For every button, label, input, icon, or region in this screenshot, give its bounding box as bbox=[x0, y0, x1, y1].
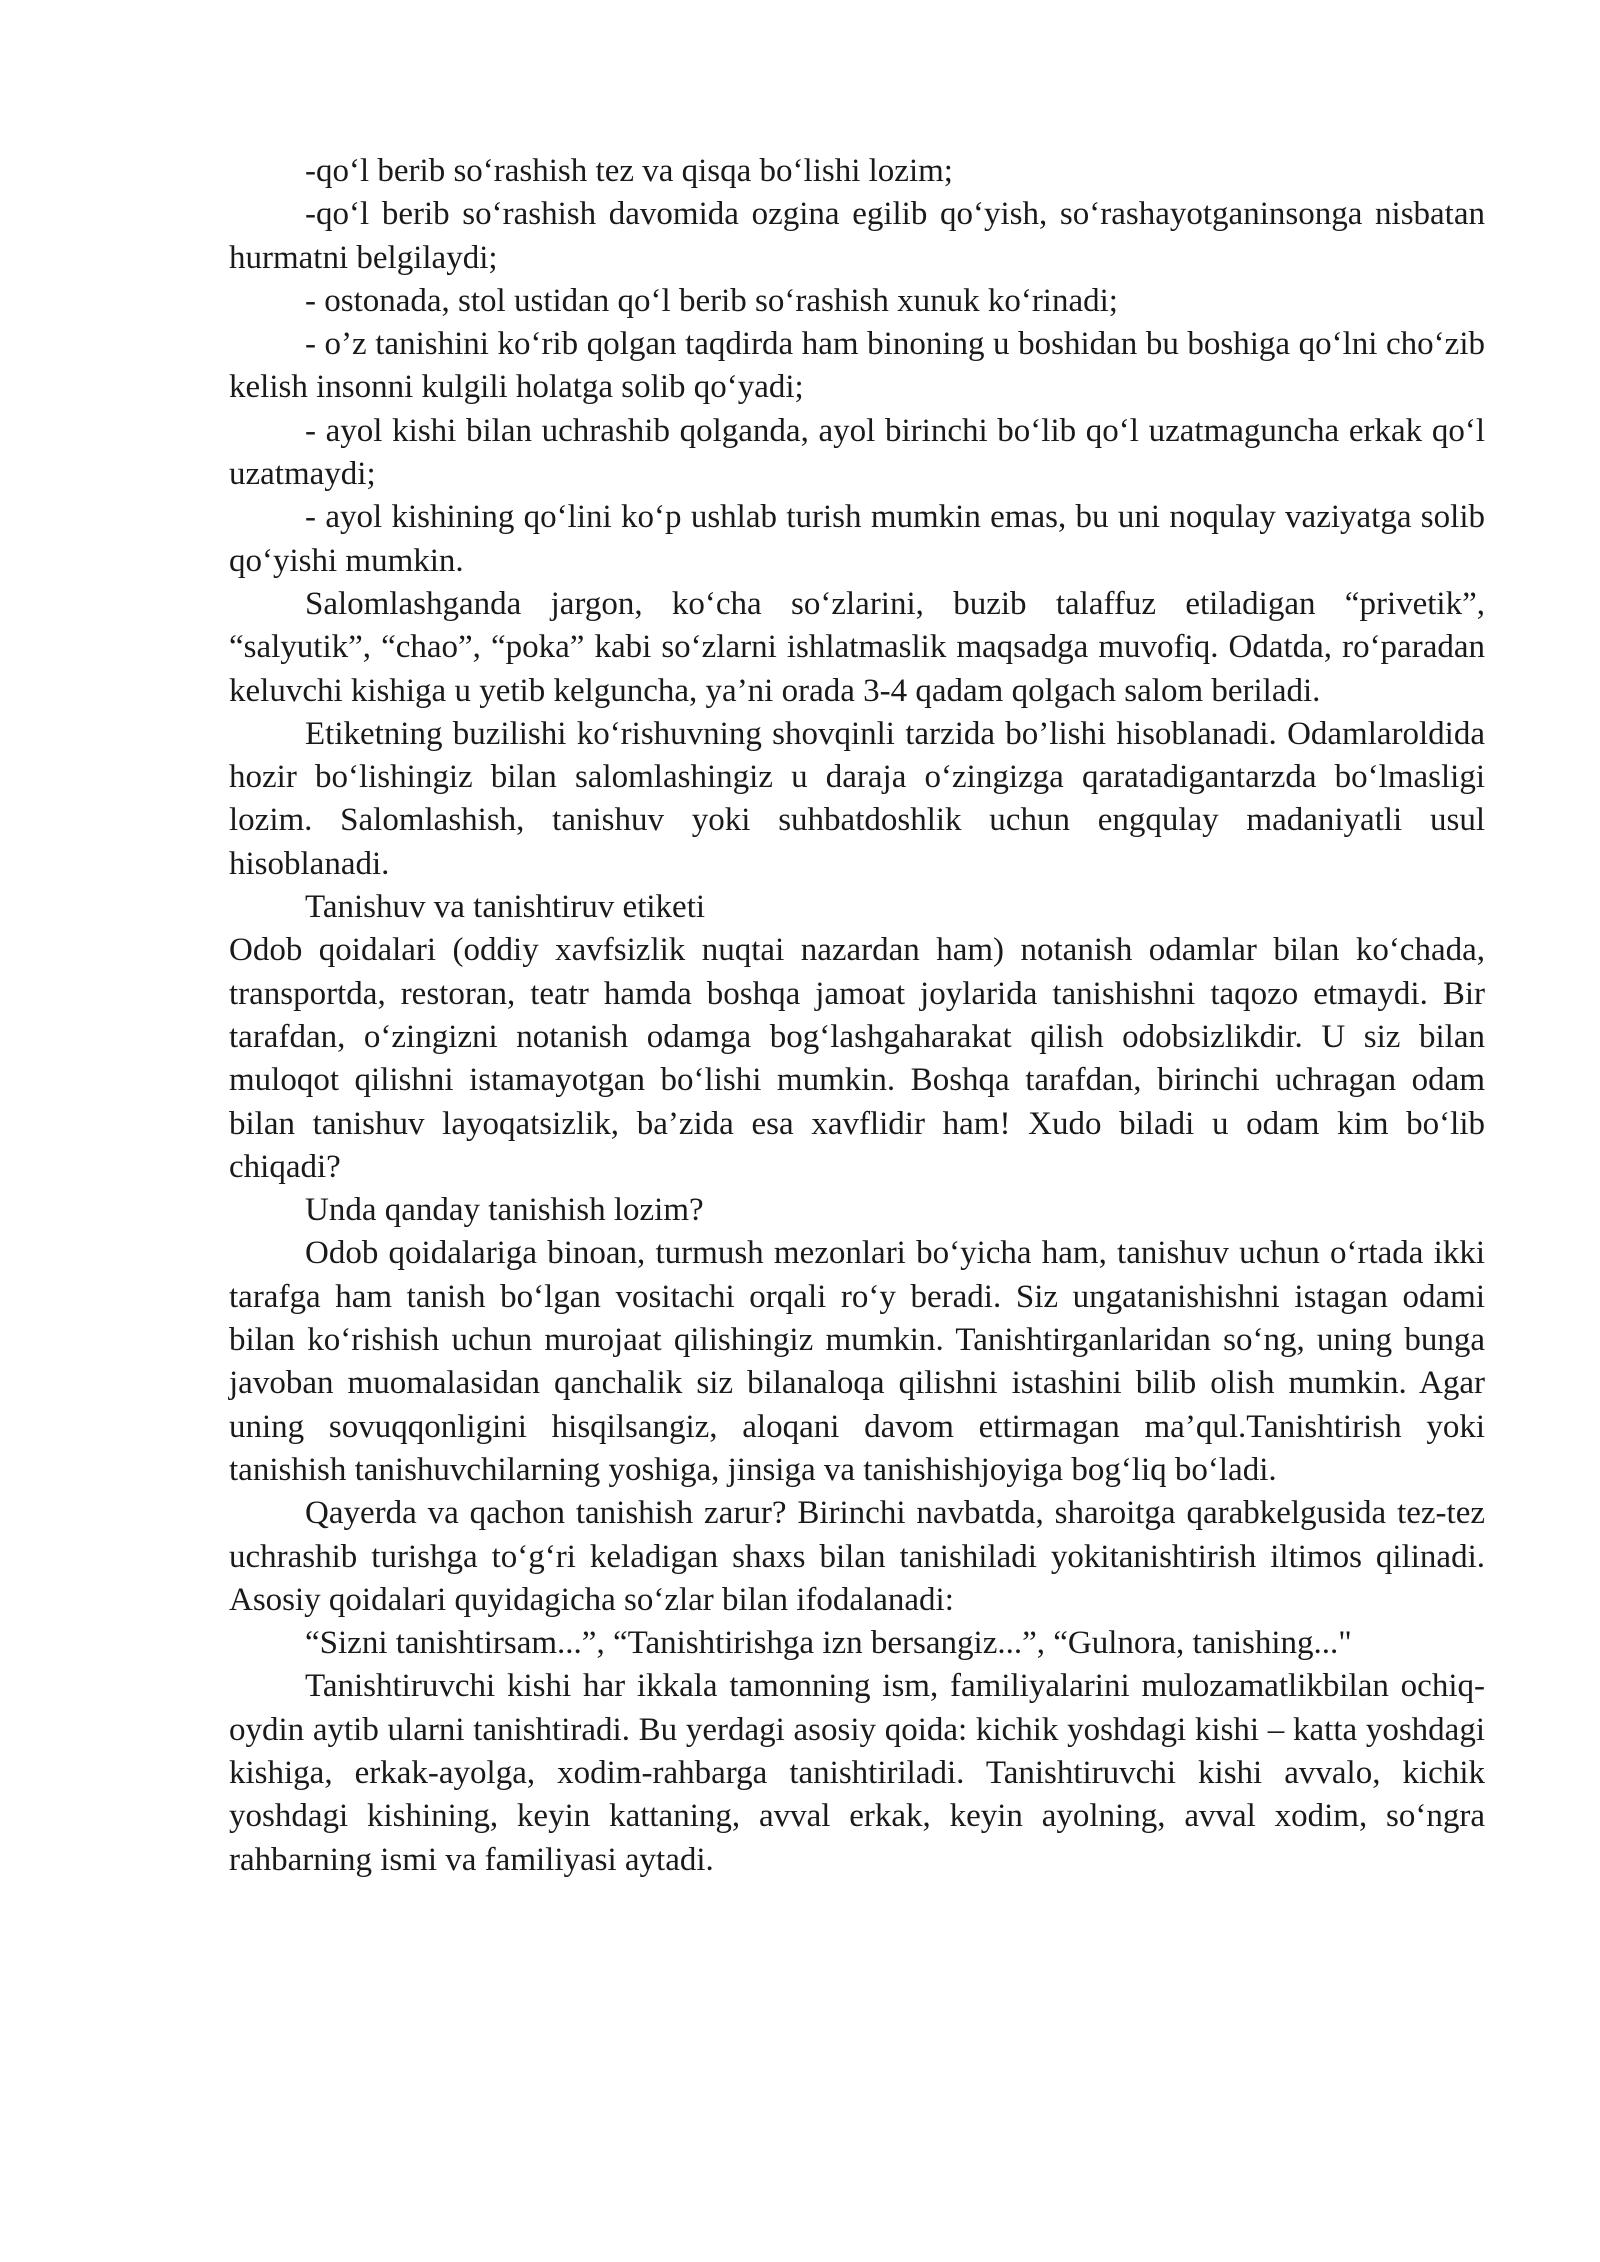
paragraph: -qo‘l berib so‘rashish davomida ozgina egilib qo‘yish, so‘rashayotganinsonga nisbatan hurmatni belgilaydi; bbox=[229, 196, 1485, 276]
section-heading: Tanishuv va tanishtiruv etiketi bbox=[305, 889, 706, 926]
paragraph: - ayol kishining qo‘lini ko‘p ushlab turish mumkin emas, bu uni noqulay vaziyatga solib qo‘yishi mumkin. bbox=[229, 499, 1485, 579]
document-page bbox=[229, 150, 1485, 1882]
paragraph: -qo‘l berib so‘rashish tez va qisqa bo‘lishi lozim; bbox=[305, 153, 953, 189]
paragraph: Etiketning buzilishi ko‘rishuvning shovqinli tarzida bo’lishi hisoblanadi. Odamlaroldida hozir bo‘lishingiz bilan salomlashingiz u daraja o‘zingizga qaratadigantarzda bo‘lmasligi lozim. Salomlashish, tanishuv yoki suhbatdoshlik uchun engqulay madaniyatli usul hisoblanadi. bbox=[229, 715, 1485, 882]
paragraph: Tanishtiruvchi kishi har ikkala tamonning ism, familiyalarini mulozamatlikbilan ochiq-oydin aytib ularni tanishtiradi. Bu yerdagi asosiy qoida: kichik yoshdagi kishi – katta yoshdagi kishiga, erkak-ayolga, xodim-rahbarga tanishtiriladi. Tanishtiruvchi kishi avvalo, kichik yoshdagi kishining, keyin kattaning, avval erkak, keyin ayolning, avval xodim, so‘ngra rahbarning ismi va familiyasi aytadi. bbox=[229, 1668, 1485, 1878]
paragraph: “Sizni tanishtirsam...”, “Tanishtirishga izn bersangiz...”, “Gulnora, tanishing..." bbox=[305, 1625, 1352, 1662]
paragraph: - ostonada, stol ustidan qo‘l berib so‘rashish xunuk ko‘rinadi; bbox=[305, 282, 1118, 319]
paragraph: - o’z tanishini ko‘rib qolgan taqdirda ham binoning u boshidan bu boshiga qo‘lni cho‘zib kelish insonni kulgili holatga solib qo‘yadi; bbox=[229, 326, 1485, 406]
paragraph: - ayol kishi bilan uchrashib qolganda, ayol birinchi bo‘lib qo‘l uzatmaguncha erkak qo‘l uzatmaydi; bbox=[229, 412, 1485, 493]
paragraph: Odob qoidalariga binoan, turmush mezonlari bo‘yicha ham, tanishuv uchun o‘rtada ikki tarafga ham tanish bo‘lgan vositachi orqali ro‘y beradi. Siz ungatanishishni istagan odami bilan ko‘rishish uchun murojaat qilishingiz mumkin. Tanishtirganlaridan so‘ng, uning bunga javoban muomalasidan qanchalik siz bilanaloqa qilishni istashini bilib olish mumkin. Agar uning sovuqqonligini hisqilsangiz, aloqani davom ettirmagan ma’qul.Tanishtirish yoki tanishish tanishuvchilarning yoshiga, jinsiga va tanishishjoyiga bog‘liq bo‘ladi. bbox=[229, 1235, 1485, 1488]
paragraph: Salomlashganda jargon, ko‘cha so‘zlarini, buzib talaffuz etiladigan “privetik”, “salyutik”, “chao”, “poka” kabi so‘zlarni ishlatmaslik maqsadga muvofiq. Odatda, ro‘paradan keluvchi kishiga u yetib kelguncha, ya’ni orada 3-4 qadam qolgach salom beriladi. bbox=[229, 585, 1485, 709]
paragraph: Unda qanday tanishish lozim? bbox=[305, 1192, 704, 1229]
paragraph: Qayerda va qachon tanishish zarur? Birinchi navbatda, sharoitga qarabkelgusida tez-tez uchrashib turishga to‘g‘ri keladigan shaxs bilan tanishiladi yokitanishtirish iltimos qilinadi. Asosiy qoidalari quyidagicha so‘zlar bilan ifodalanadi: bbox=[229, 1495, 1485, 1618]
paragraph: Odob qoidalari (oddiy xavfsizlik nuqtai nazardan ham) notanish odamlar bilan ko‘chada, transportda, restoran, teatr hamda boshqa jamoat joylarida tanishishni taqozo etmaydi. Bir tarafdan, o‘zingizni notanish odamga bog‘lashgaharakat qilish odobsizlikdir. U siz bilan muloqot qilishni istamayotgan bo‘lishi mumkin. Boshqa tarafdan, birinchi uchragan odam bilan tanishuv layoqatsizlik, ba’zida esa xavflidir ham! Xudo biladi u odam kim bo‘lib chiqadi? bbox=[229, 932, 1485, 1185]
